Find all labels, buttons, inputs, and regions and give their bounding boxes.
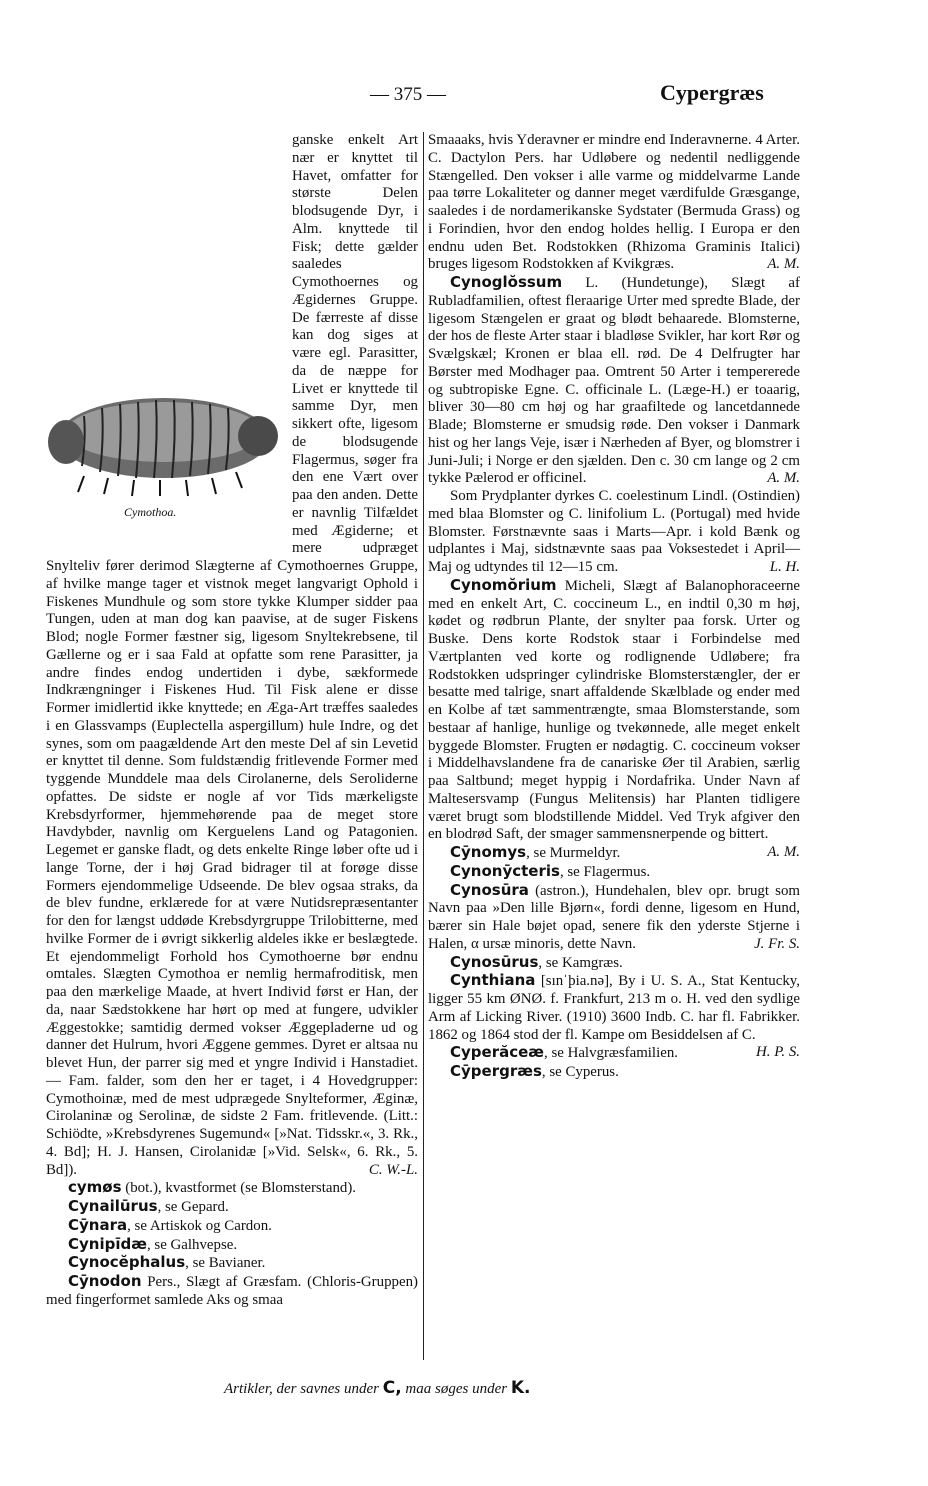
footer-letter-k: K. [510,1378,531,1398]
figure-cymothoa [44,376,286,544]
entry-text: , se Kamgræs. [538,954,623,971]
entry-headword: Cynonȳcteris [450,861,560,880]
entry [46,1273,418,1310]
entry-signature: A. M. [767,844,800,860]
entry-text: Micheli, Slægt af Balanophoraceerne med en enkelt Art, C. coccineum L., en indtil 0,30 m høj, kødet og rødbrun Plante, der snylter paa forsk. Urter og Buske. Dens korte Rodstok staar i Forbindelse med Værtplanten ved korte og rodlignende Udløbere; fra Rodstokken udspringer cylindriske Blomsterstængler, der er besatte med talrige, snart affaldende Skælblade og ender med en Kolbe af tæt sammentrængte, smaa Blomsterstande, som bestaar af hanlige, hunlige og tvekønnede, alle meget enkelt byggede Blomster. Frugten er nødagtig. C. coccineum vokser i Middelhavslandene fra de canariske Øer til Arabien, særlig paa Saltbund; meget hyppig i Nordafrika. Under Navn af Maltesersvamp (Fungus Melitensis) har Planten tidligere været brugt som blodstillende Middel. Ved Tryk afgiver den en blodrød Saft, der smager sammensnerpende og bittert. [428,577,800,843]
running-head: Cypergræs [660,80,764,105]
entry [428,863,800,882]
entry [428,1063,800,1082]
entry-headword: Cȳpergræs [450,1062,542,1080]
entry [428,954,800,973]
footer-note [224,1378,530,1398]
entry [428,488,800,577]
entry-headword: Cyperăceæ [450,1043,544,1062]
entry-text: , se Halvgræsfamilien. [544,1045,678,1062]
entry-headword: Cȳnara [68,1215,128,1234]
entry-signature: J. Fr. S. [754,935,800,952]
left-column [46,132,418,1310]
entry-text: Pers., Slægt af Græsfam. (Chloris-Gruppen) med fingerformet samlede Aks og smaa [46,1274,418,1308]
page-number: — 375 — [370,84,446,105]
right-column [428,132,800,1082]
isopod-illustration [44,376,284,500]
entry-headword: Cynosūra [450,880,529,899]
entry-text: (astron.), Hundehalen, blev opr. brugt som Navn paa »Den lille Bjørn«, fordi denne, ligesom en Hund, bærer sin Hale bøjet opad, senere fik den yderste Stjerne i Halen, α ursæ minoris, dette Navn. [428,882,800,952]
entry [428,274,800,488]
entry-text: L. (Hundetunge), Slægt af Rubladfamilien, oftest fleraarige Urter med spredte Blade, der ligesom Stængelen er graat og blødt behaarede. Blomsterne, der hos de fleste Arter staar i bladløse Svikler, har kort Rør og Svælgskæl; Kronen er blaa ell. rød. De 4 Delfrugter har Børster med Modhager paa. Omtrent 50 Arter i tempererede og subtropiske Egne. C. officinale L. (Læge-H.) er toaarig, bliver 30—80 cm høj og har graafiltede og lancetdannede Blade; Blomsterne er smudsig røde. Den vokser i Danmark hist og her langs Veje, især i Nærheden af Byer, og blomstrer i Juni-Juli; i Norge er den sjælden. Den c. 30 cm lange og 2 cm tykke Pælerod er officinel. [428,275,800,487]
entry-signature: L. H. [769,559,800,575]
entry [46,1254,418,1273]
footer-prefix: Artikler, der savnes under [224,1381,379,1397]
entry-headword: Cynomŏrium [450,575,557,594]
entry-text: Som Prydplanter dyrkes C. coelestinum Lindl. (Ostindien) med blaa Blomster og C. linifolium L. (Portugal) med hvide Blomster. Førstnævnte saas i Marts—Apr. i kold Bænk og udplantes i Maj, sidstnævnte saas paa Voksestedet i April—Maj og udtyndes til 12—15 cm. [428,488,800,575]
continuation-text: Smaaaks, hvis Yderavner er mindre end Inderavnerne. 4 Arter. C. Dactylon Pers. har Udløbere og nedentil nedliggende Stængelled. Den vokser i alle varme og middelvarme Lande paa tørre Lokaliteter og danner meget værdifulde Græsgange, saaledes i de nordamerikanske Sydstater (Bermuda Grass) og i Forindien, hvor den endog holdes hellig. I Europa er den endnu uden Bet. Rodstokken (Rhizoma Graminis Italici) bruges ligesom Rodstokken af Kvikgræs. [428,132,800,273]
footer-letter-c: C, [382,1378,402,1398]
continuation-paragraph [428,132,800,274]
entry-headword: Cynthiana [450,971,536,990]
entry-headword: Cȳnomys [450,843,527,861]
entry-text: , se Artiskok og Cardon. [127,1217,272,1234]
entry [46,1217,418,1236]
entry-headword: Cynocĕphalus [68,1253,186,1272]
entry-headword: Cynailūrus [68,1197,158,1215]
entry-text: [sınˈþia.nə], By i U. S. A., Stat Kentucky, ligger 55 km ØNØ. f. Frankfurt, 213 m o. H. ved den sydlige Arm af Licking River. (1910) 3600 Indb. C. har fl. Fabrikker. 1862 og 1864 stod der fl. Kampe om Besiddelsen af C. [428,973,800,1043]
column-divider [423,132,424,1360]
entry [428,882,800,954]
entry-text: (bot.), kvastformet (se Blomsterstand). [121,1180,357,1197]
entry [46,1198,418,1217]
entry-signature: H. P. S. [756,1044,800,1061]
entry-text: , se Galhvepse. [146,1236,238,1253]
entry-text: , se Murmeldyr. [526,845,621,861]
entry-headword: cymøs [68,1178,122,1197]
entry-headword: Cynosūrus [450,952,539,971]
entry [46,1236,418,1255]
intro-text: ganske enkelt Art nær er knyttet til Havet, omfatter for største Delen blodsugende Dyr, i Alm. knyttede til Fisk; dette gælder saaledes Cymothoernes og Ægidernes Gruppe. De færreste af disse kan dog siges at være egl. Parasitter, da de næppe for Livet er knyttede til samme Dyr, men sikkert ofte, ligesom de blodsugende Flagermus, søger fra den ene Vært over paa den anden. Dette er navnlig Tilfældet med Ægiderne; et mere udpræget Snylteliv fører derimod Slægterne af Cymothoernes Gruppe, af hvilke mange tager et vistnok meget langvarigt Ophold i Fiskenes Mundhule og som store tykke Klumper sidder paa Tungen, uden at man dog kan paavise, at de suger Fiskens Blod; nogle Former fæstner sig, ligesom Snyltekrebsene, til Gællerne og er i saa Fald at opfatte som rene Parasitter, ja andre findes endog undertiden i dybe, sækformede Indkrængninger i Fiskenes Hud. Til Fisk alene er disse Former imidlertid ikke knyttede; en Æga-Art træffes saaledes i en Glassvamps (Euplectella aspergillum) hule Indre, og det synes, som om paagældende Art den meste Del af sin Levetid er knyttet til denne. Som fuldstændig fritlevende Former med tyggende Munddele maa dels Cirolanerne, dels Seroliderne opfattes. De sidste er nogle af vor Tids mærkeligste Krebsdyrformer, hjemmehørende paa de meget store Havdybder, navnlig om Kerguelens Land og Patagonien. Legemet er ganske fladt, og dets enkelte Ringe løber ofte ud i lange Torne, der i høj Grad bidrager til at forøge disse Formers ejendommelige Udseende. De blev ogsaa straks, da de blev fundne, erklærede for at være Nutidsrepræsentanter for den for længst uddøde Krebsdyrgruppe Trilobitterne, med hvilke Former de i øvrigt sikkerlig aldeles ikke er beslægtede. Et ejendommeligt Forhold hos Cymothoerne bør endnu omtales. Slægten Cymothoa er nemlig hermafroditisk, men paa den mærkelige Maade, at hvert Individ først er Han, der da, naar Sædstokkene har hørt op med at fungere, udvikler Æggestokke; samtidig dermed vokser Æggepladerne ud og danner det Hulrum, hvori Æggene gemmes. Dyret er altsaa nu blevet Hun, der parrer sig med et yngre Individ i Hanstadiet. — Fam. falder, som den her er taget, i 4 Hovedgrupper: Cymothoinæ, med de mest udprægede Snylteformer, Æginæ, Cirolaninæ og Serolinæ, de sidste 2 Fam. fritlevende. (Litt.: Schiödte, »Krebsdyrenes Sugemund« [»Nat. Tidsskr.«, 3. Rk., 4. Bd]; H. J. Hansen, Cirolanidæ [»Vid. Selsk«, 6. Rk., 5. Bd]). [46,132,418,1178]
figure-caption: Cymothoa. [124,505,177,519]
intro-paragraph [46,132,418,1179]
entry-signature: A. M. [767,470,800,487]
footer-middle: maa søges under [405,1381,508,1397]
entry [46,1179,418,1198]
entry-text: , se Gepard. [157,1199,229,1215]
intro-signature: C. W.-L. [368,1161,418,1178]
continuation-signature: A. M. [767,256,800,273]
entry-headword: Cynipīdæ [68,1234,147,1253]
entry [428,844,800,863]
entry-text: , se Cyperus. [541,1064,619,1080]
entry-headword: Cȳnodon [68,1272,142,1290]
entry-text: , se Flagermus. [559,863,651,880]
entry-headword: Cynoglŏssum [450,273,563,291]
entry-text: , se Bavianer. [185,1255,266,1272]
